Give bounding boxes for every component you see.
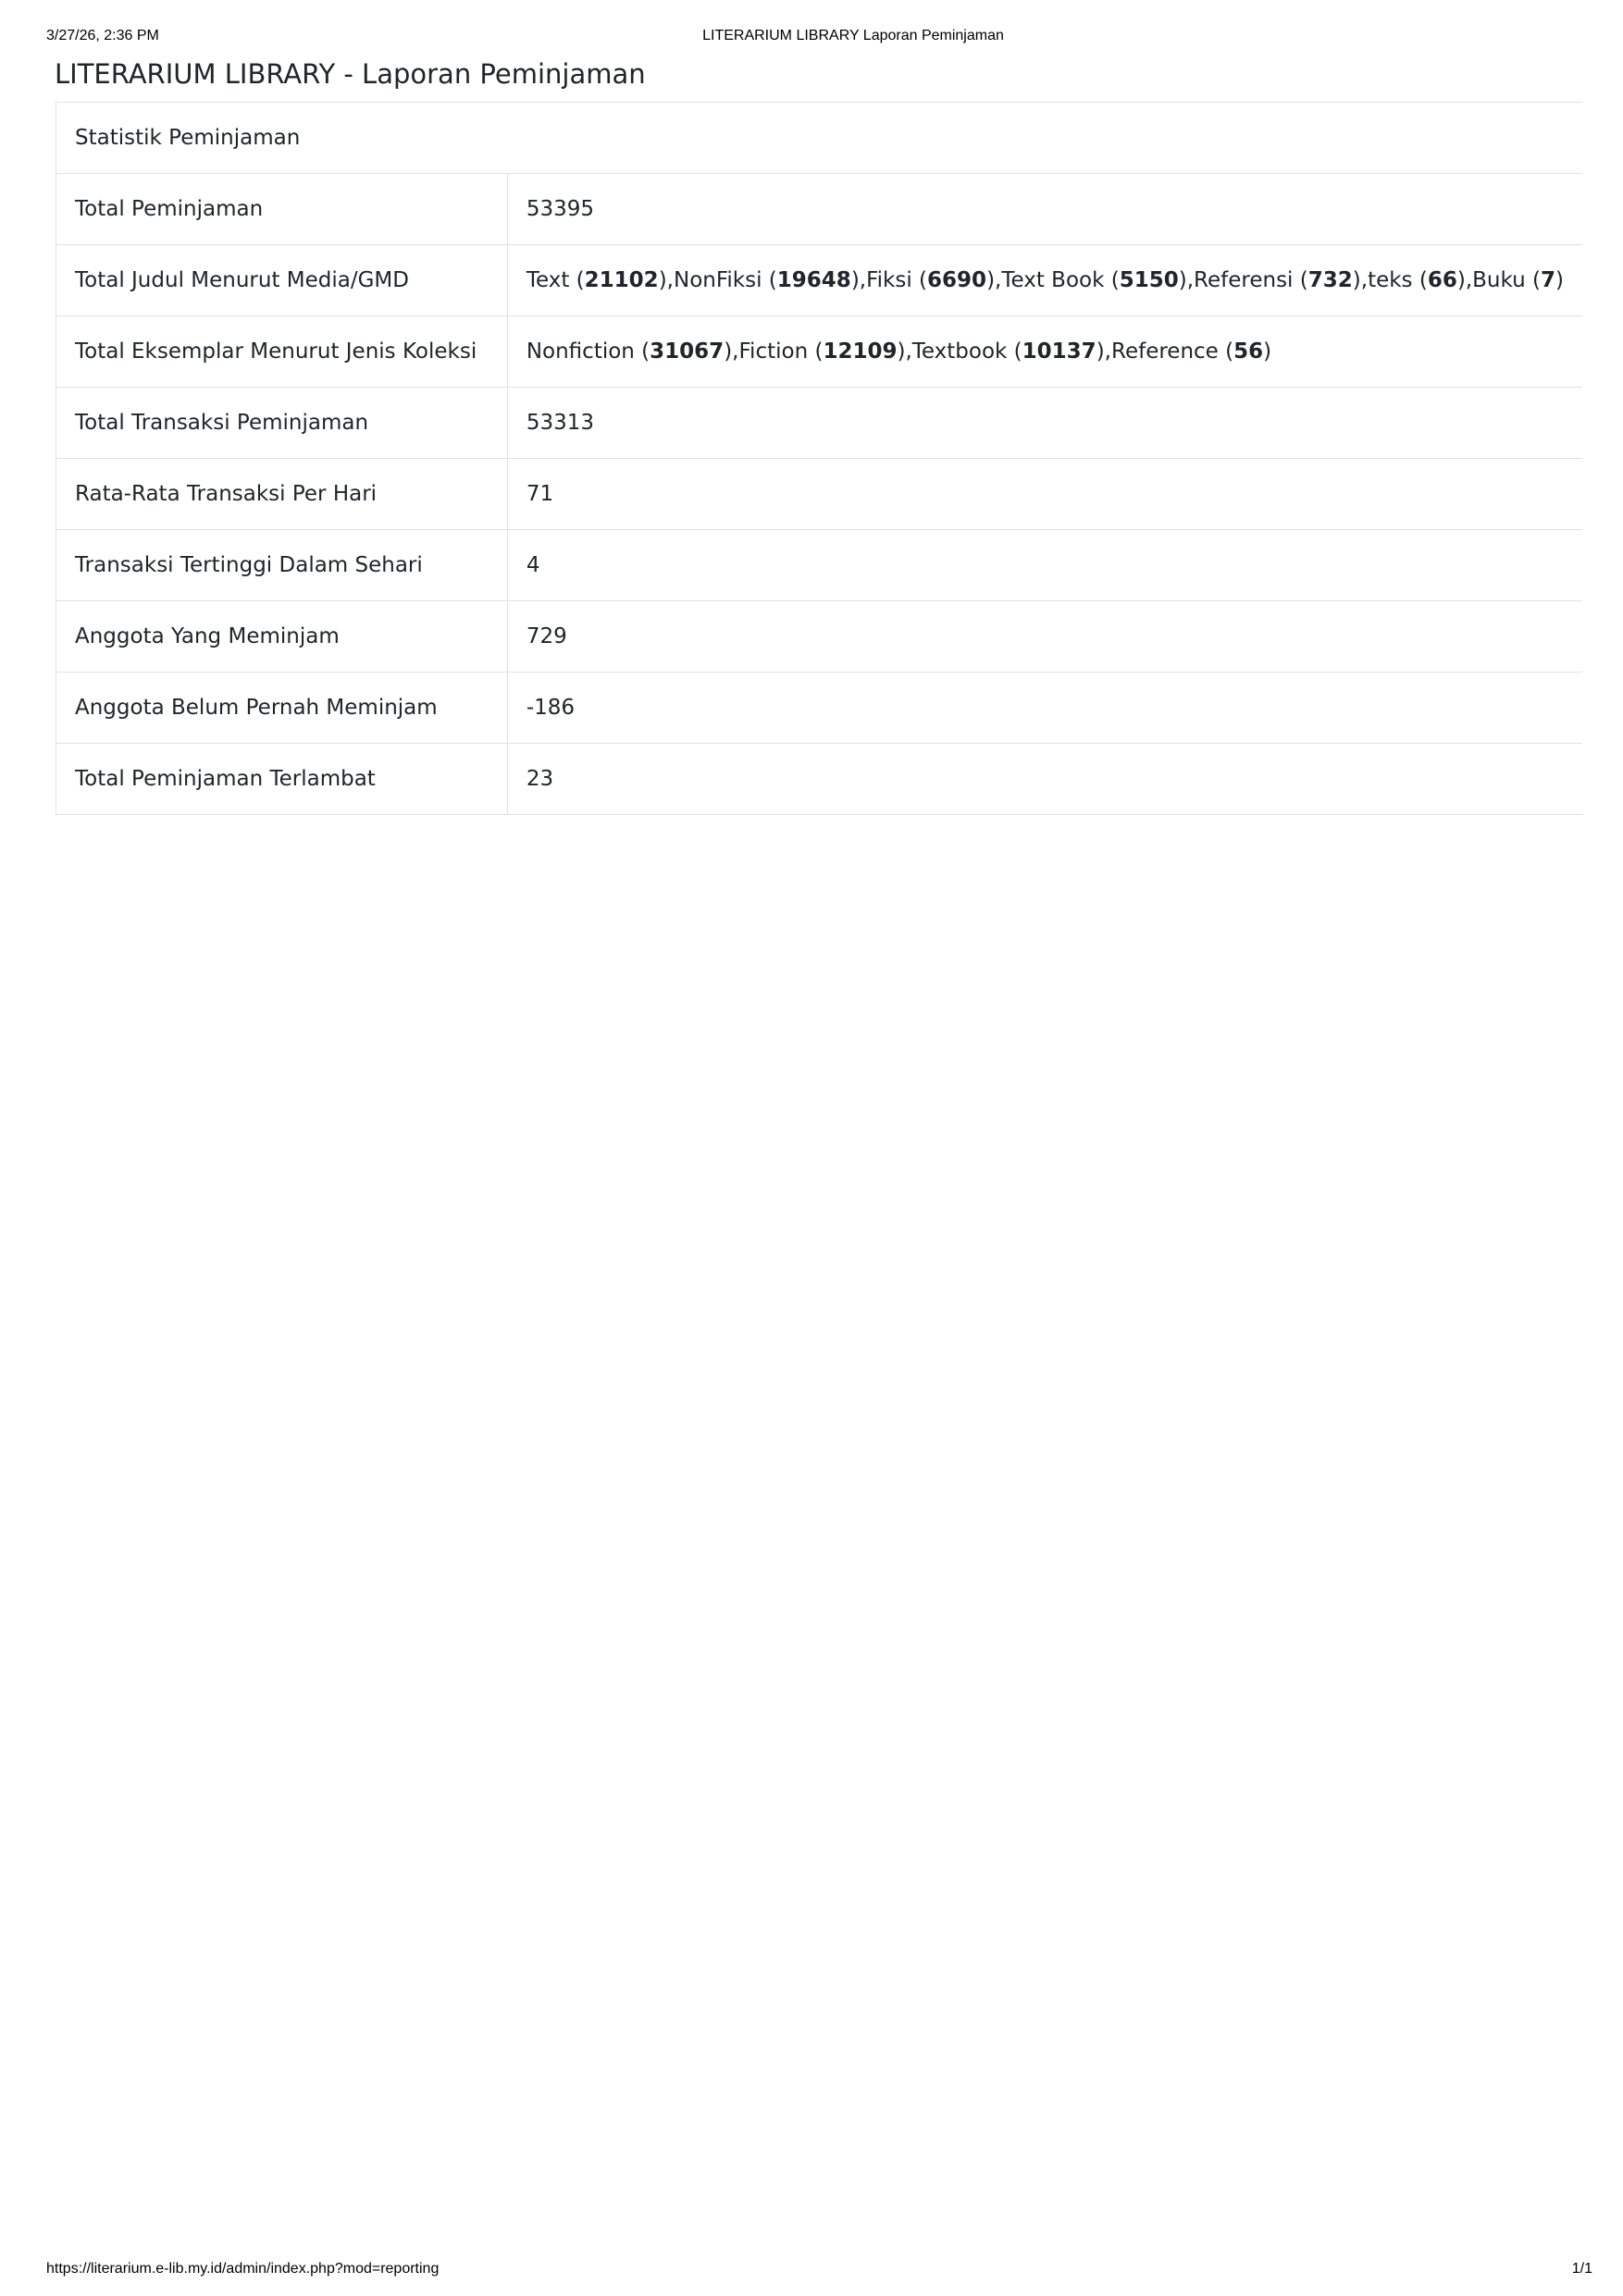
row-label-max-transactions-per-day: Transaksi Tertinggi Dalam Sehari [56,530,508,601]
gmd-item-count: 66 [1427,268,1457,292]
gmd-item-count: 21102 [584,268,659,292]
collection-item-name: Nonfiction [526,339,635,364]
table-row [56,601,1583,673]
page-number: 1/1 [1571,2261,1592,2277]
row-value-overdue-loans: 23 [507,744,1582,815]
row-label-titles-by-gmd: Total Judul Menurut Media/GMD [56,245,508,316]
table-row [56,174,1583,245]
gmd-item-count: 5150 [1119,268,1179,292]
print-document-title: LITERARIUM LIBRARY Laporan Peminjaman [702,28,1004,43]
table-caption-row [56,103,1583,174]
row-value-avg-transactions-per-day: 71 [507,459,1582,530]
row-value-borrowing-members: 729 [507,601,1582,673]
row-label-overdue-loans: Total Peminjaman Terlambat [56,744,508,815]
row-label-avg-transactions-per-day: Rata-Rata Transaksi Per Hari [56,459,508,530]
collection-item-name: Textbook [911,339,1008,364]
print-datetime: 3/27/26, 2:36 PM [46,28,159,43]
collection-item-name: Reference [1111,339,1219,364]
gmd-item-count: 7 [1541,268,1556,292]
row-value-total-loans: 53395 [507,174,1582,245]
gmd-item-count: 19648 [776,268,851,292]
page-url: https://literarium.e-lib.my.id/admin/index.php?mod=reporting [46,2261,440,2277]
row-value-copies-by-collection: Nonfiction (31067),Fiction (12109),Textbook (10137),Reference (56) [507,316,1582,388]
row-value-max-transactions-per-day: 4 [507,530,1582,601]
collection-item-count: 12109 [823,339,898,364]
print-footer [46,2261,1592,2281]
table-row [56,673,1583,744]
row-value-titles-by-gmd: Text (21102),NonFiksi (19648),Fiksi (6690),Text Book (5150),Referensi (732),teks (66),Buku (7) [507,245,1582,316]
collection-item-count: 56 [1233,339,1264,364]
table-row [56,245,1583,316]
row-label-total-loans: Total Peminjaman [56,174,508,245]
table-row [56,530,1583,601]
gmd-item-count: 6690 [927,268,987,292]
gmd-item-name: Buku [1472,268,1526,292]
row-value-total-transactions: 53313 [507,388,1582,459]
row-label-copies-by-collection: Total Eksemplar Menurut Jenis Koleksi [56,316,508,388]
gmd-item-name: teks [1368,268,1413,292]
print-header [46,28,1577,48]
row-label-borrowing-members: Anggota Yang Meminjam [56,601,508,673]
row-value-never-borrowed-members: -186 [507,673,1582,744]
table-caption: Statistik Peminjaman [56,103,1583,174]
row-label-never-borrowed-members: Anggota Belum Pernah Meminjam [56,673,508,744]
table-row [56,459,1583,530]
gmd-item-name: NonFiksi [673,268,762,292]
gmd-item-name: Text Book [1001,268,1105,292]
collection-item-count: 10137 [1022,339,1096,364]
collection-item-count: 31067 [650,339,725,364]
page-title: LITERARIUM LIBRARY - Laporan Peminjaman [55,58,646,90]
gmd-item-name: Text [526,268,570,292]
table-row [56,316,1583,388]
gmd-item-name: Referensi [1194,268,1294,292]
table-row [56,744,1583,815]
loan-statistics-table [56,102,1582,815]
collection-item-name: Fiction [738,339,809,364]
gmd-item-count: 732 [1307,268,1353,292]
row-label-total-transactions: Total Transaksi Peminjaman [56,388,508,459]
table-row [56,388,1583,459]
gmd-item-name: Fiksi [866,268,912,292]
